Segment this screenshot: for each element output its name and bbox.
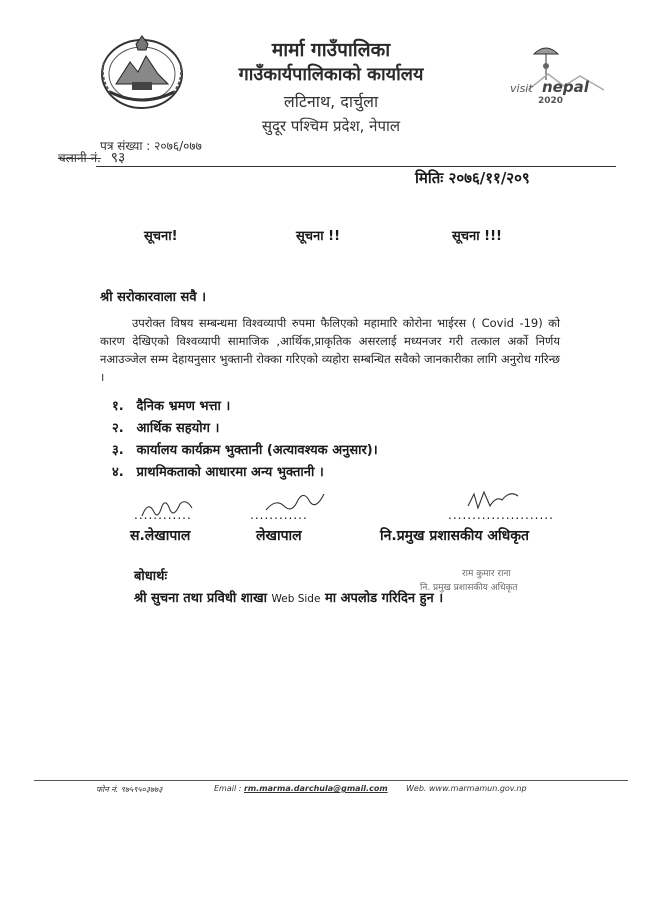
date: मितिः २०७६/११/२०९ (415, 169, 530, 187)
header-divider (96, 166, 616, 167)
footer-phone: फोन नं. ९७५९५०३७७३ (96, 785, 163, 794)
office-sub: गाउँकार्यपालिकाको कार्यालय (238, 64, 424, 85)
visit-nepal-logo (508, 40, 618, 112)
item-number: ४. (112, 465, 124, 480)
footer-divider (34, 780, 628, 781)
list-item (112, 462, 378, 484)
addressee: श्री सरोकारवाला सवै । (100, 290, 207, 305)
footer-web-label: Web. (406, 784, 427, 793)
footer-email-label: Email : (214, 784, 242, 793)
item-text: प्राथमिकताको आधारमा अन्य भुक्तानी । (136, 465, 324, 480)
footer-email-row (214, 784, 388, 793)
visit-text: visit (510, 82, 533, 95)
patra-sankhya: पत्र संख्या : २०७६/०७७ (100, 139, 202, 153)
office-name: मार्मा गाउँपालिका (271, 39, 391, 61)
bodhartha-label: बोधार्थः (134, 569, 168, 584)
body-paragraph: उपरोक्त विषय सम्बन्धमा विश्वव्यापी रुपमा फैलिएको महामारि कोरोना भाईरस ( Covid -19) को कारण देखिएको विश्वव्यापी सामाजिक ,आर्थिक,प्राकृतिक असरलाई मध्यनजर गरी तत्काल अर्को निर्णय नआउञ्जेल सम्म देहायनुसार भुक्तानी रोक्का गरिएको व्यहोरा सम्बन्धित सवैको जानकारीका लागि अनुरोध गरिन्छ । (100, 316, 560, 384)
item-number: १. (112, 399, 124, 414)
notice-2: सूचना !! (296, 229, 341, 244)
stamp-title: नि. प्रमुख प्रशासकीय अधिकृत (420, 583, 518, 593)
cc-line (134, 588, 443, 606)
cc-post: मा अपलोड गरिदिन हुन । (324, 591, 444, 606)
list-item (112, 396, 378, 418)
notice-3: सूचना !!! (452, 229, 502, 244)
cc-pre: श्री सुचना तथा प्रविधी शाखा (134, 591, 267, 606)
cc-web-side: Web Side (271, 593, 321, 605)
item-text: कार्यालय कार्यक्रम भुक्तानी (अत्यावश्यक अनुसार)। (136, 443, 378, 458)
signature-line-3: ...................... (448, 508, 554, 522)
list-item (112, 418, 378, 440)
payment-list (112, 396, 378, 484)
item-text: दैनिक भ्रमण भत्ता । (136, 399, 231, 414)
item-text: आर्थिक सहयोग । (136, 421, 220, 436)
footer-web-row (406, 784, 527, 793)
notice-1: सूचना! (144, 229, 178, 244)
nepal-text: nepal (542, 78, 589, 96)
signature-label-2: लेखापाल (256, 528, 302, 544)
signature-label-1: स.लेखापाल (130, 528, 191, 544)
footer-web[interactable]: www.marmamun.gov.np (429, 784, 527, 793)
signature-line-2: ............ (250, 508, 308, 522)
chalani-number-row (58, 148, 125, 167)
item-number: २. (112, 421, 124, 436)
footer-email[interactable]: rm.marma.darchula@gmail.com (243, 784, 388, 793)
office-location: लटिनाथ, दार्चुला (283, 92, 379, 111)
stamp-name: राम कुमार राना (462, 569, 511, 579)
list-item (112, 440, 378, 462)
signature-label-3: नि.प्रमुख प्रशासकीय अधिकृत (380, 528, 529, 544)
signature-line-1: ............ (134, 508, 192, 522)
item-number: ३. (112, 443, 124, 458)
year-text: 2020 (538, 96, 564, 106)
office-province: सुदूर पश्चिम प्रदेश, नेपाल (261, 117, 401, 135)
chalani-number: ९३ (110, 150, 126, 166)
chalani-label: चलानी नं. (58, 151, 101, 165)
